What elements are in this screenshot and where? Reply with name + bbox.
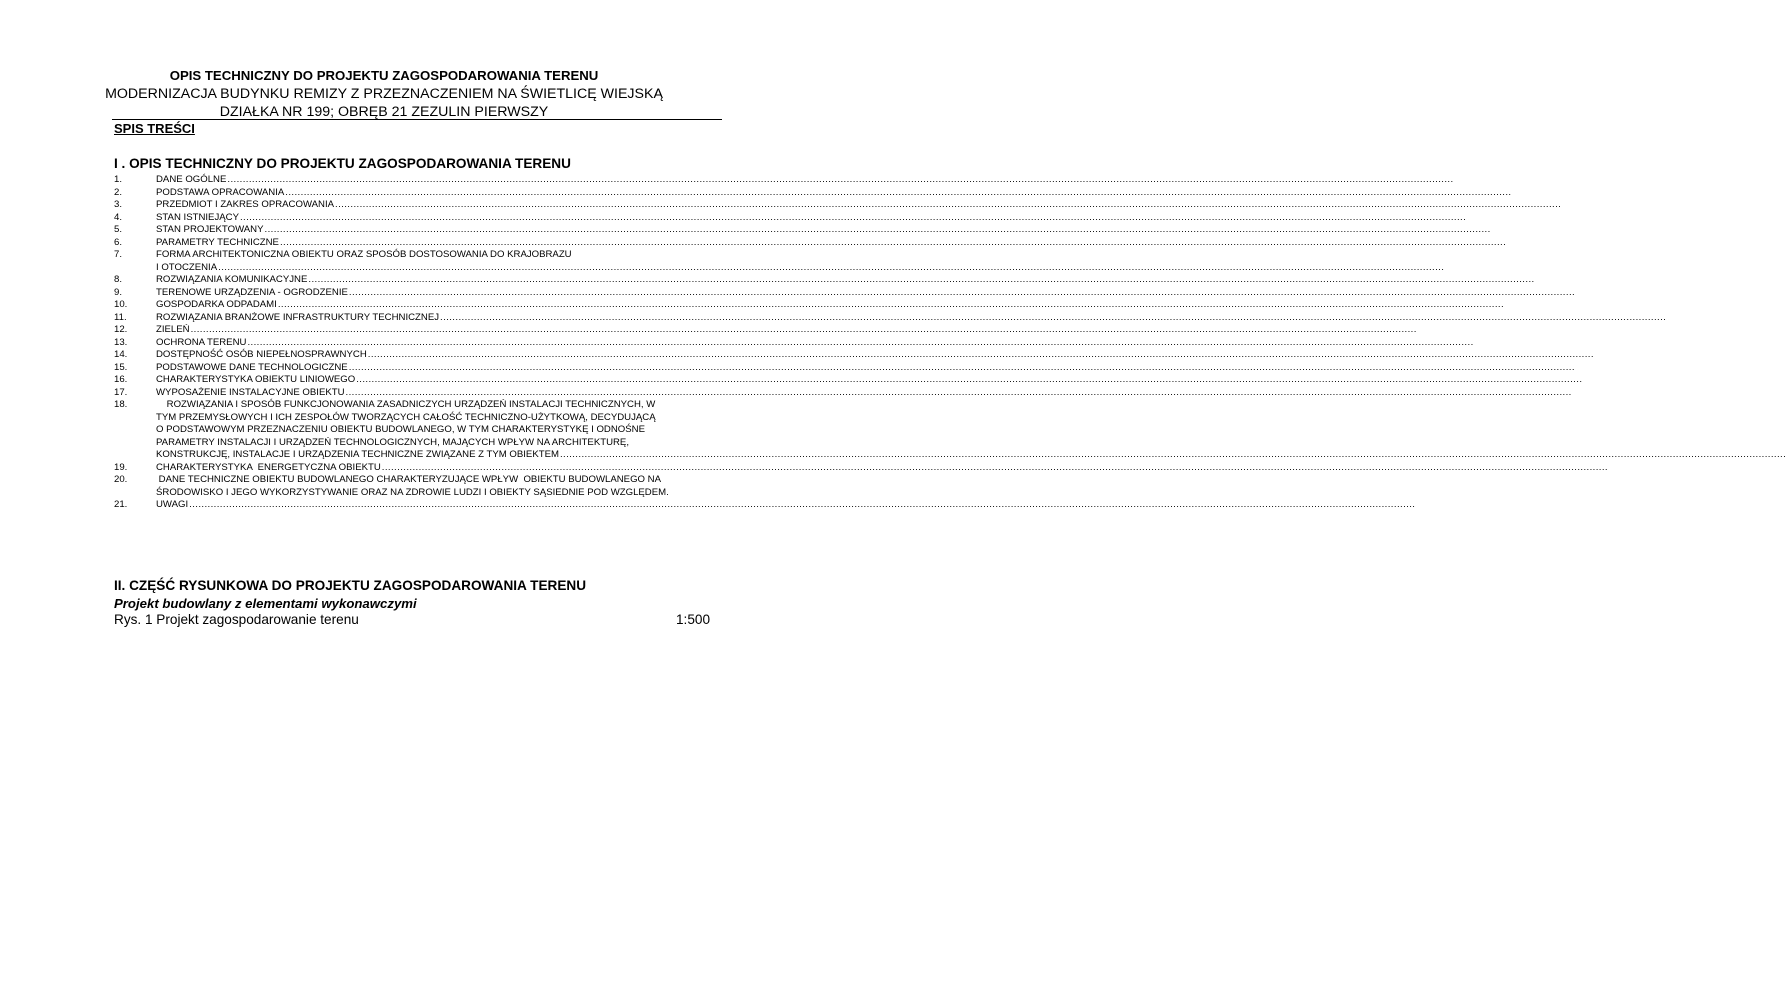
toc-item-text: ROZWIĄZANIA I SPOSÓB FUNKCJONOWANIA ZASADNICZYCH URZĄDZEŃ INSTALACJI TECHNICZNYCH, W	[156, 399, 656, 410]
toc-item	[114, 324, 1417, 337]
toc-item-text: UWAGI	[156, 499, 189, 510]
toc-item-text: PODSTAWA OPRACOWANIA	[156, 186, 285, 198]
toc-item	[114, 499, 1416, 512]
toc-item-text: WYPOSAŻENIE INSTALACYJNE OBIEKTU	[156, 386, 345, 398]
toc-item	[114, 374, 1583, 387]
header-divider	[112, 119, 722, 120]
toc-item-text: DANE OGÓLNE	[156, 174, 227, 185]
toc-item	[114, 211, 1467, 225]
toc-item-number: 10.	[114, 299, 128, 310]
toc-item-text: OCHRONA TERENU	[156, 336, 247, 348]
section-2-subheading: Projekt budowlany z elementami wykonawczymi	[114, 596, 417, 611]
toc-item-number: 2.	[114, 186, 123, 198]
toc-item-number: 3.	[114, 199, 123, 210]
toc-item-text: PARAMETRY INSTALACJI I URZĄDZEŃ TECHNOLOGICZNYCH, MAJĄCYCH WPŁYW NA ARCHITEKTURĘ,	[156, 436, 629, 448]
toc-item	[114, 461, 1608, 475]
toc-item	[114, 474, 722, 499]
toc-item-number: 20.	[114, 474, 128, 485]
toc-leader-dots: ................................................................................................................................................................................................................................................................................................................................................................................................................	[279, 236, 1507, 248]
toc-leader-dots: ................................................................................................................................................................................................................................................................................................................................................................................................................	[381, 461, 1608, 473]
toc-item-number: 6.	[114, 236, 123, 248]
toc-leader-dots: ................................................................................................................................................................................................................................................................................................................................................................................................................	[190, 324, 1417, 335]
toc-item-number: 1.	[114, 174, 123, 185]
toc-item-text: CHARAKTERYSTYKA ENERGETYCZNA OBIEKTU	[156, 461, 381, 473]
toc-item-text: DOSTĘPNOŚĆ OSÓB NIEPEŁNOSPRAWNYCH	[156, 349, 367, 360]
toc-leader-dots: ................................................................................................................................................................................................................................................................................................................................................................................................................	[189, 499, 1416, 510]
toc-item-number: 13.	[114, 336, 128, 348]
toc-leader-dots: ................................................................................................................................................................................................................................................................................................................................................................................................................	[559, 449, 1786, 460]
toc-item	[114, 311, 1667, 325]
toc-leader-dots: ................................................................................................................................................................................................................................................................................................................................................................................................................	[239, 211, 1467, 223]
toc-item-text: PODSTAWOWE DANE TECHNOLOGICZNE	[156, 361, 348, 373]
toc-item-number: 4.	[114, 211, 123, 223]
toc-item	[114, 236, 1507, 250]
document-subtitle-plot: DZIAŁKA NR 199; OBRĘB 21 ZEZULIN PIERWSZY	[219, 104, 549, 120]
toc-item	[114, 249, 1445, 274]
toc-item-text: ROZWIĄZANIA KOMUNIKACYJNE	[156, 274, 308, 285]
toc-item-text: STAN ISTNIEJĄCY	[156, 211, 239, 223]
toc-heading: SPIS TREŚCI	[114, 121, 195, 136]
toc-item-number: 15.	[114, 361, 128, 373]
toc-item	[114, 186, 1512, 200]
toc-item-text: TYM PRZEMYSŁOWYCH I ICH ZESPOŁÓW TWORZĄCYCH CAŁOŚĆ TECHNICZNO-UŻYTKOWĄ, DECYDUJĄCĄ	[156, 411, 656, 423]
toc-leader-dots: ................................................................................................................................................................................................................................................................................................................................................................................................................	[264, 224, 1491, 235]
toc-leader-dots: ................................................................................................................................................................................................................................................................................................................................................................................................................	[277, 299, 1505, 310]
toc-item-number: 7.	[114, 249, 123, 260]
table-of-contents	[114, 174, 1786, 512]
toc-item-number: 17.	[114, 386, 128, 398]
section-1-heading: I . OPIS TECHNICZNY DO PROJEKTU ZAGOSPODAROWANIA TERENU	[114, 156, 571, 171]
toc-item	[114, 349, 1594, 362]
toc-item	[114, 299, 1505, 312]
toc-leader-dots: ................................................................................................................................................................................................................................................................................................................................................................................................................	[348, 361, 1575, 373]
drawing-label: Rys. 1 Projekt zagospodarowanie terenu	[114, 612, 359, 627]
toc-leader-dots: ................................................................................................................................................................................................................................................................................................................................................................................................................	[285, 186, 1512, 198]
toc-item-number: 18.	[114, 399, 128, 410]
toc-item-number: 14.	[114, 349, 128, 360]
toc-item-text: O PODSTAWOWYM PRZEZNACZENIU OBIEKTU BUDOWLANEGO, W TYM CHARAKTERYSTYKĘ I ODNOŚNE	[156, 424, 645, 435]
toc-item-number: 19.	[114, 461, 128, 473]
toc-item	[114, 336, 1474, 350]
section-2-heading: II. CZĘŚĆ RYSUNKOWA DO PROJEKTU ZAGOSPODAROWANIA TERENU	[114, 578, 587, 593]
toc-leader-dots: ................................................................................................................................................................................................................................................................................................................................................................................................................	[218, 261, 1445, 273]
toc-leader-dots: ................................................................................................................................................................................................................................................................................................................................................................................................................	[348, 286, 1576, 298]
toc-item	[114, 174, 1454, 187]
toc-item-text: KONSTRUKCJĘ, INSTALACJE I URZĄDZENIA TECHNICZNE ZWIĄZANE Z TYM OBIEKTEM	[156, 449, 559, 460]
toc-leader-dots: ................................................................................................................................................................................................................................................................................................................................................................................................................	[335, 199, 1562, 210]
toc-item-text: PRZEDMIOT I ZAKRES OPRACOWANIA	[156, 199, 335, 210]
toc-leader-dots: ................................................................................................................................................................................................................................................................................................................................................................................................................	[308, 274, 1535, 285]
toc-leader-dots: ................................................................................................................................................................................................................................................................................................................................................................................................................	[440, 311, 1667, 323]
toc-item-text: PARAMETRY TECHNICZNE	[156, 236, 279, 248]
toc-item	[114, 274, 1535, 287]
toc-item-text: DANE TECHNICZNE OBIEKTU BUDOWLANEGO CHARAKTERYZUJĄCE WPŁYW OBIEKTU BUDOWLANEGO NA	[156, 474, 661, 485]
toc-leader-dots: ................................................................................................................................................................................................................................................................................................................................................................................................................	[247, 336, 1474, 348]
toc-item-number: 5.	[114, 224, 123, 235]
toc-item-text: CHARAKTERYSTYKA OBIEKTU LINIOWEGO	[156, 374, 356, 385]
toc-item-number: 11.	[114, 311, 127, 323]
toc-item-text: FORMA ARCHITEKTONICZNA OBIEKTU ORAZ SPOSÓB DOSTOSOWANIA DO KRAJOBRAZU	[156, 249, 572, 260]
toc-item-text: ŚRODOWISKO I JEGO WYKORZYSTYWANIE ORAZ NA ZDROWIE LUDZI I OBIEKTY SĄSIEDNIE POD WZGLĘDEM.	[156, 486, 669, 498]
toc-item-text: STAN PROJEKTOWANY	[156, 224, 264, 235]
toc-item	[114, 361, 1575, 375]
toc-leader-dots: ................................................................................................................................................................................................................................................................................................................................................................................................................	[227, 174, 1454, 185]
toc-item-number: 8.	[114, 274, 123, 285]
toc-leader-dots: ................................................................................................................................................................................................................................................................................................................................................................................................................	[356, 374, 1583, 385]
document-title: OPIS TECHNICZNY DO PROJEKTU ZAGOSPODAROWANIA TERENU	[169, 68, 599, 83]
toc-item-number: 16.	[114, 374, 128, 385]
toc-item	[114, 386, 1572, 400]
toc-item	[114, 224, 1491, 237]
toc-leader-dots: ................................................................................................................................................................................................................................................................................................................................................................................................................	[345, 386, 1572, 398]
toc-leader-dots: ................................................................................................................................................................................................................................................................................................................................................................................................................	[367, 349, 1594, 360]
toc-item-text: GOSPODARKA ODPADAMI	[156, 299, 277, 310]
toc-item-number: 9.	[114, 286, 123, 298]
toc-item-number: 21.	[114, 499, 128, 510]
toc-item-text: ZIELEŃ	[156, 324, 190, 335]
toc-item	[114, 399, 1786, 462]
toc-item	[114, 286, 1576, 300]
toc-item-text: I OTOCZENIA	[156, 261, 218, 273]
toc-item-text: ROZWIĄZANIA BRANŻOWE INFRASTRUKTURY TECHNICZNEJ	[156, 311, 440, 323]
toc-item-text: TERENOWE URZĄDZENIA - OGRODZENIE	[156, 286, 348, 298]
document-subtitle-project: MODERNIZACJA BUDYNKU REMIZY Z PRZEZNACZENIEM NA ŚWIETLICĘ WIEJSKĄ	[105, 86, 663, 102]
drawing-scale: 1:500	[676, 612, 711, 627]
toc-item-number: 12.	[114, 324, 128, 335]
toc-item	[114, 199, 1562, 212]
